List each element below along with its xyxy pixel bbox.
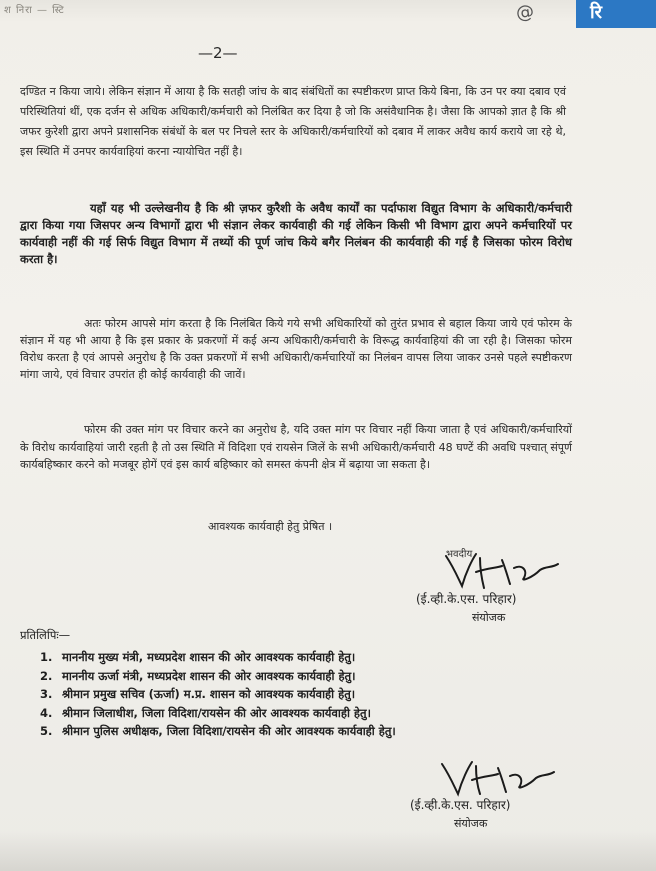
paragraph-1: दण्डित न किया जाये। लेकिन संज्ञान में आया है कि सतही जांच के बाद संबंधितों का स्पष्टीकरण प्राप्त किये बिना, कि उन पर क्या दबाव एवं परिस्थितियां थीं, एक दर्जन से अधिक अधिकारी/कर्मचारी को निलंबित कर दिया है जो कि असंवैधानिक है। जैसा कि आपको ज्ञात है कि श्री जफर कुरेशी द्वारा अपने प्रशासनिक संबंधों के बल पर निचले स्तर के अधिकारी/कर्मचारियों को दबाव में लाकर अवैध कार्य कराये जा रहे थे, इस स्थिति में उनपर कार्यवाहियां करना न्यायोचित नहीं है।	[20, 85, 566, 158]
list-item: 3. श्रीमान प्रमुख सचिव (ऊर्जा) म.प्र. शासन को आवश्यक कार्यवाही हेतु।	[40, 687, 356, 702]
list-item: 4. श्रीमान जिलाधीश, जिला विदिशा/रायसेन की ओर आवश्यक कार्यवाही हेतु।	[40, 705, 371, 720]
page-shadow	[0, 831, 656, 871]
list-item: 2. माननीय ऊर्जा मंत्री, मध्यप्रदेश शासन की ओर आवश्यक कार्यवाही हेतु।	[40, 668, 356, 683]
top-edge-strip	[0, 0, 656, 25]
signatory-name: (ई.व्ही.के.एस. परिहार)	[410, 798, 511, 812]
copy-to-heading: प्रतिलिपिः—	[20, 628, 71, 642]
yours-faithfully: भवदीय	[446, 549, 473, 560]
forwarded-note: आवश्यक कार्यवाही हेतु प्रेषित ।	[208, 520, 333, 533]
paragraph-2: यहाँ यह भी उल्लेखनीय है कि श्री ज़फर कुरैशी के अवैध कार्यों का पर्दाफाश विद्युत विभाग के अधिकारी/कर्मचारी द्वारा किया गया जिसपर अन्य विभागों द्वारा भी संज्ञान लेकर कार्यवाही की गई लेकिन किसी भी विभाग द्वारा अपने कर्मचारियों पर कार्यवाही नहीं की गई सिर्फ विद्युत विभाग में तथ्यों की पूर्ण जांच किये बगैर निलंबन की कार्यवाही की गई है जिसका फोरम विरोध करता है।	[20, 201, 572, 266]
page-number: —2—	[198, 44, 238, 62]
signature-block	[416, 546, 576, 636]
brand-tab-label: रि	[576, 0, 656, 28]
signatory-title: संयोजक	[454, 817, 488, 830]
list-item: 5. श्रीमान पुलिस अधीक्षक, जिला विदिशा/रायसेन की ओर आवश्यक कार्यवाही हेतु।	[40, 724, 396, 739]
paragraph-4: फोरम की उक्त मांग पर विचार करने का अनुरोध है, यदि उक्त मांग पर विचार नहीं किया जाता है एवं अधिकारी/कर्मचारियों के विरोध कार्यवाहियां जारी रहती है तो उस स्थिति में विदिशा एवं रायसेन जिलें के सभी अधिकारी/कर्मचारी 48 घण्टें की अवधि पश्चात् संपूर्ण कार्यबहिष्कार करने को मजबूर होगें एवं इस कार्य बहिष्कार को समस्त कंपनी क्षेत्र में बढ़ाया जा सकता है।	[20, 423, 572, 471]
faded-header-text: श निरा — स्टि	[4, 5, 65, 16]
logo-swirl-icon: @	[514, 0, 536, 25]
signatory-title: संयोजक	[472, 611, 506, 624]
handwritten-signature-icon	[436, 548, 566, 592]
copy-to-list	[40, 648, 396, 741]
signatory-name: (ई.व्ही.के.एस. परिहार)	[416, 592, 517, 606]
paragraph-3: अतः फोरम आपसे मांग करता है कि निलंबित किये गये सभी अधिकारियों को तुरंत प्रभाव से बहाल किया जाये एवं फोरम के संज्ञान में यह भी आया है कि इस प्रकार के प्रकरणों में कई अन्य अधिकारी/कर्मचारी के विरूद्ध कार्यवाहियां की जा रही है। जिसका फोरम विरोध करता है एवं आपसे अनुरोध है कि उक्त प्रकरणों में सभी अधिकारी/कर्मचारियों का निलंबन वापस लिया जाकर उनसे पहले स्पष्टीकरण मांगा जाये, एवं विचार उपरांत ही कोई कार्यवाही की जावें।	[20, 317, 572, 381]
handwritten-signature-icon	[434, 758, 564, 798]
list-item: 1. माननीय मुख्य मंत्री, मध्यप्रदेश शासन की ओर आवश्यक कार्यवाही हेतु।	[40, 650, 356, 664]
